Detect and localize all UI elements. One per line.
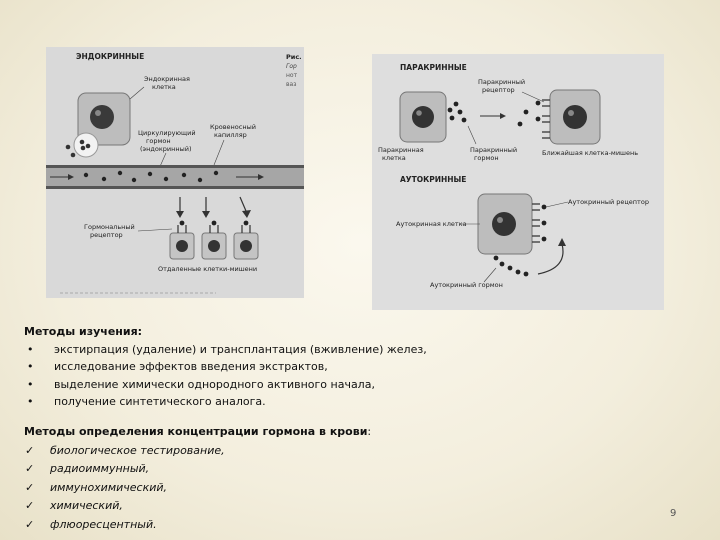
check-icon: ✓ (25, 499, 35, 512)
hormone-receptor-label: Гормональный (84, 223, 135, 231)
paracrine-title: ПАРАКРИННЫЕ (400, 63, 467, 72)
paracrine-cell-label: Паракринная (378, 146, 424, 154)
list-item: • экстирпация (удаление) и трансплантация (вживление) желез, (24, 341, 427, 359)
bullet-icon: • (27, 395, 34, 408)
hormone-receptor-label: рецептор (90, 231, 123, 239)
study-methods-list (24, 341, 427, 411)
concentration-methods-section (24, 423, 371, 534)
check-icon: ✓ (25, 462, 35, 475)
near-target-label: Ближайшая клетка-мишень (542, 149, 639, 157)
circulating-hormone-label: гормон (146, 137, 171, 145)
list-item: ✓ радиоиммунный, (24, 460, 371, 479)
caption-fragment: ваз (286, 81, 297, 88)
target-cells-label: Отдаленные клетки-мишени (158, 265, 258, 273)
circulating-hormone-label: (эндокринный) (140, 145, 192, 153)
paracrine-cell (400, 92, 446, 142)
autocrine-hormone-label: Аутокринный гормон (430, 281, 503, 289)
blood-vessel (46, 165, 304, 189)
endocrine-cell-label: клетка (152, 83, 176, 91)
concentration-methods-heading: Методы определения концентрации гормона в крови: (24, 425, 372, 438)
paracrine-hormone-label: гормон (474, 154, 499, 162)
check-icon: ✓ (25, 443, 35, 457)
check-icon: ✓ (25, 517, 35, 531)
autocrine-cell (478, 194, 532, 254)
autocrine-receptor-label: Аутокринный рецептор (568, 198, 649, 206)
blood-vessel-label: Кровеносный (210, 123, 256, 131)
caption-fragment: Гор (286, 63, 297, 70)
list-item: • получение синтетического аналога. (24, 393, 427, 411)
study-methods-heading: Методы изучения: (24, 325, 143, 338)
concentration-methods-list (24, 442, 371, 535)
list-item: ✓ химический, (24, 497, 371, 516)
paracrine-receptor-label: Паракринный (478, 78, 526, 86)
endocrine-figure (46, 47, 304, 298)
autocrine-title: АУТОКРИННЫЕ (400, 175, 467, 184)
paracrine-hormone-label: Паракринный (470, 146, 518, 154)
list-item: • исследование эффектов введения экстрактов, (24, 358, 427, 376)
caption-fragment: нот (286, 72, 298, 79)
check-icon: ✓ (25, 480, 35, 494)
list-item: ✓ биологическое тестирование, (24, 442, 371, 461)
list-item: ✓ флюоресцентный. (24, 516, 371, 535)
bullet-icon: • (27, 342, 34, 356)
endocrine-cell-label: Эндокринная (144, 75, 190, 83)
paracrine-cell-label: клетка (382, 154, 406, 162)
paracrine-autocrine-figure (372, 54, 664, 310)
autocrine-cell-label: Аутокринная клетка (396, 220, 467, 228)
caption-fragment: Рис. (286, 53, 302, 61)
near-target-cell (550, 90, 600, 144)
blood-vessel-label: капилляр (214, 131, 247, 139)
endocrine-title: ЭНДОКРИННЫЕ (76, 52, 145, 61)
study-methods-section (24, 323, 427, 411)
list-item: ✓ иммунохимический, (24, 479, 371, 498)
page-number: 9 (670, 508, 677, 519)
paracrine-receptor-label: рецептор (482, 86, 515, 94)
bullet-icon: • (27, 360, 34, 373)
list-item: • выделение химически однородного активного начала, (24, 376, 427, 394)
bullet-icon: • (27, 377, 34, 391)
circulating-hormone-label: Циркулирующий (138, 129, 196, 137)
